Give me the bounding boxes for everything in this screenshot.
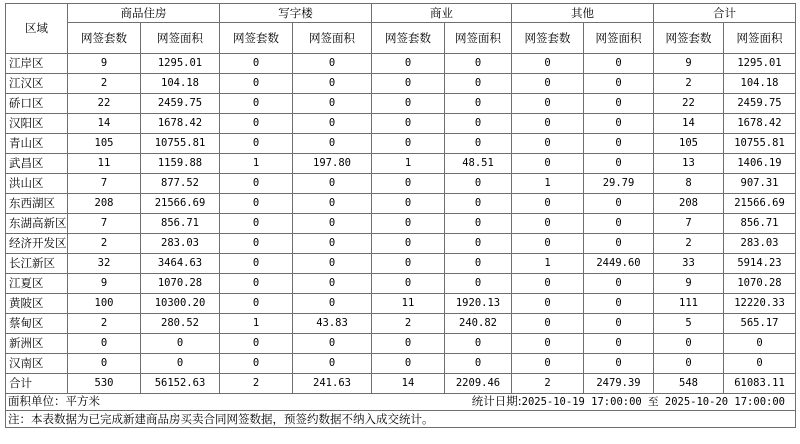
- area-cell: 1159.88: [141, 154, 220, 174]
- count-cell: 2: [654, 74, 724, 94]
- count-cell: 9: [654, 54, 724, 74]
- area-cell: 0: [584, 334, 654, 354]
- area-cell: 877.52: [141, 174, 220, 194]
- region-cell: 江夏区: [6, 274, 68, 294]
- area-cell: 10300.20: [141, 294, 220, 314]
- area-cell: 29.79: [584, 174, 654, 194]
- table-row: [6, 254, 796, 274]
- area-cell: 0: [445, 54, 512, 74]
- subheader-area: 网签面积: [141, 23, 220, 54]
- count-cell: 0: [220, 134, 293, 154]
- area-cell: 1678.42: [724, 114, 796, 134]
- area-cell: 1406.19: [724, 154, 796, 174]
- area-cell: 0: [445, 214, 512, 234]
- table-row: [6, 74, 796, 94]
- count-cell: 0: [512, 74, 584, 94]
- stat-date-label: 统计日期:: [471, 394, 522, 408]
- count-cell: 0: [372, 134, 445, 154]
- area-cell: 0: [584, 294, 654, 314]
- area-cell: 0: [584, 354, 654, 374]
- stat-date-value: 2025-10-19 17:00:00 至 2025-10-20 17:00:00: [521, 396, 785, 408]
- region-cell: 合计: [6, 374, 68, 394]
- table-row: [6, 174, 796, 194]
- group-header-other: 其他: [512, 4, 654, 23]
- count-cell: 11: [68, 154, 141, 174]
- count-cell: 0: [372, 354, 445, 374]
- area-cell: 0: [445, 194, 512, 214]
- area-cell: 0: [584, 274, 654, 294]
- count-cell: 0: [512, 234, 584, 254]
- footer-row-note: [6, 411, 796, 428]
- area-cell: 2479.39: [584, 374, 654, 394]
- region-cell: 东西湖区: [6, 194, 68, 214]
- count-cell: 0: [220, 234, 293, 254]
- count-cell: 0: [512, 94, 584, 114]
- area-cell: 0: [584, 214, 654, 234]
- area-cell: 2459.75: [724, 94, 796, 114]
- area-cell: 0: [293, 214, 372, 234]
- count-cell: 0: [372, 174, 445, 194]
- count-cell: 0: [512, 134, 584, 154]
- area-cell: 1070.28: [724, 274, 796, 294]
- area-cell: 0: [293, 294, 372, 314]
- count-cell: 530: [68, 374, 141, 394]
- count-cell: 0: [654, 354, 724, 374]
- area-cell: 0: [445, 134, 512, 154]
- count-cell: 0: [512, 334, 584, 354]
- count-cell: 0: [220, 354, 293, 374]
- count-cell: 105: [654, 134, 724, 154]
- count-cell: 1: [512, 254, 584, 274]
- area-cell: 0: [445, 254, 512, 274]
- area-cell: 0: [293, 54, 372, 74]
- count-cell: 33: [654, 254, 724, 274]
- region-cell: 东湖高新区: [6, 214, 68, 234]
- count-cell: 0: [512, 154, 584, 174]
- region-cell: 汉南区: [6, 354, 68, 374]
- area-cell: 0: [293, 94, 372, 114]
- region-cell: 新洲区: [6, 334, 68, 354]
- area-cell: 240.82: [445, 314, 512, 334]
- area-cell: 61083.11: [724, 374, 796, 394]
- table-row: [6, 214, 796, 234]
- count-cell: 0: [220, 114, 293, 134]
- count-cell: 0: [372, 194, 445, 214]
- count-cell: 0: [220, 254, 293, 274]
- count-cell: 1: [512, 174, 584, 194]
- count-cell: 14: [654, 114, 724, 134]
- count-cell: 9: [68, 54, 141, 74]
- count-cell: 0: [220, 334, 293, 354]
- count-cell: 0: [68, 334, 141, 354]
- stat-date: [472, 395, 785, 409]
- header-row-metrics: [6, 23, 796, 54]
- count-cell: 32: [68, 254, 141, 274]
- area-cell: 104.18: [141, 74, 220, 94]
- footer-note: 注：本表数据为已完成新建商品房买卖合同网签数据，预签约数据不纳入成交统计。: [6, 411, 796, 428]
- count-cell: 2: [220, 374, 293, 394]
- count-cell: 0: [372, 74, 445, 94]
- area-cell: 12220.33: [724, 294, 796, 314]
- area-cell: 565.17: [724, 314, 796, 334]
- count-cell: 0: [220, 274, 293, 294]
- subheader-count: 网签套数: [654, 23, 724, 54]
- area-cell: 2209.46: [445, 374, 512, 394]
- count-cell: 1: [220, 314, 293, 334]
- area-cell: 10755.81: [141, 134, 220, 154]
- count-cell: 0: [512, 214, 584, 234]
- count-cell: 0: [220, 94, 293, 114]
- area-cell: 0: [445, 114, 512, 134]
- area-cell: 1070.28: [141, 274, 220, 294]
- area-cell: 0: [724, 354, 796, 374]
- area-cell: 2459.75: [141, 94, 220, 114]
- count-cell: 0: [512, 314, 584, 334]
- count-cell: 0: [512, 294, 584, 314]
- count-cell: 2: [68, 314, 141, 334]
- table-row: [6, 274, 796, 294]
- area-cell: 0: [584, 314, 654, 334]
- count-cell: 0: [220, 174, 293, 194]
- area-cell: 1678.42: [141, 114, 220, 134]
- area-cell: 0: [445, 94, 512, 114]
- subheader-area: 网签面积: [445, 23, 512, 54]
- area-cell: 56152.63: [141, 374, 220, 394]
- region-cell: 经济开发区: [6, 234, 68, 254]
- area-cell: 0: [584, 234, 654, 254]
- count-cell: 208: [68, 194, 141, 214]
- area-cell: 0: [293, 254, 372, 274]
- area-cell: 48.51: [445, 154, 512, 174]
- count-cell: 0: [220, 294, 293, 314]
- area-cell: 0: [445, 74, 512, 94]
- count-cell: 22: [68, 94, 141, 114]
- area-cell: 5914.23: [724, 254, 796, 274]
- table-row: [6, 134, 796, 154]
- count-cell: 7: [68, 174, 141, 194]
- area-cell: 907.31: [724, 174, 796, 194]
- area-cell: 1295.01: [724, 54, 796, 74]
- count-cell: 105: [68, 134, 141, 154]
- table-row: [6, 114, 796, 134]
- area-cell: 0: [584, 134, 654, 154]
- region-cell: 洪山区: [6, 174, 68, 194]
- area-cell: 241.63: [293, 374, 372, 394]
- sales-table: [5, 3, 796, 428]
- area-cell: 197.80: [293, 154, 372, 174]
- area-cell: 0: [584, 74, 654, 94]
- count-cell: 22: [654, 94, 724, 114]
- header-row-groups: [6, 4, 796, 23]
- subheader-area: 网签面积: [584, 23, 654, 54]
- subheader-count: 网签套数: [68, 23, 141, 54]
- area-cell: 0: [293, 174, 372, 194]
- table-row: [6, 314, 796, 334]
- subheader-count: 网签套数: [220, 23, 293, 54]
- area-cell: 0: [293, 74, 372, 94]
- area-cell: 0: [445, 274, 512, 294]
- area-cell: 0: [584, 114, 654, 134]
- group-header-total: 合计: [654, 4, 796, 23]
- count-cell: 0: [654, 334, 724, 354]
- area-cell: 3464.63: [141, 254, 220, 274]
- group-header-office: 写字楼: [220, 4, 372, 23]
- count-cell: 111: [654, 294, 724, 314]
- count-cell: 0: [372, 214, 445, 234]
- area-cell: 21566.69: [724, 194, 796, 214]
- area-cell: 0: [445, 334, 512, 354]
- footer-row-unit: [6, 394, 796, 411]
- area-cell: 104.18: [724, 74, 796, 94]
- table-row: [6, 234, 796, 254]
- table-body: [6, 54, 796, 394]
- area-unit-label: 面积单位：平方米: [8, 394, 100, 408]
- area-cell: 856.71: [141, 214, 220, 234]
- region-cell: 蔡甸区: [6, 314, 68, 334]
- area-cell: 0: [445, 174, 512, 194]
- count-cell: 548: [654, 374, 724, 394]
- region-cell: 黄陂区: [6, 294, 68, 314]
- area-cell: 0: [293, 334, 372, 354]
- area-cell: 0: [293, 134, 372, 154]
- area-cell: 0: [584, 54, 654, 74]
- table-row: [6, 374, 796, 394]
- count-cell: 2: [372, 314, 445, 334]
- count-cell: 8: [654, 174, 724, 194]
- count-cell: 14: [68, 114, 141, 134]
- region-header: 区域: [6, 4, 68, 54]
- area-cell: 21566.69: [141, 194, 220, 214]
- count-cell: 5: [654, 314, 724, 334]
- area-cell: 280.52: [141, 314, 220, 334]
- table-row: [6, 194, 796, 214]
- count-cell: 0: [220, 74, 293, 94]
- region-cell: 长江新区: [6, 254, 68, 274]
- area-cell: 0: [141, 354, 220, 374]
- table-row: [6, 54, 796, 74]
- count-cell: 2: [68, 234, 141, 254]
- count-cell: 0: [372, 54, 445, 74]
- area-cell: 0: [141, 334, 220, 354]
- subheader-area: 网签面积: [724, 23, 796, 54]
- region-cell: 武昌区: [6, 154, 68, 174]
- count-cell: 9: [654, 274, 724, 294]
- area-cell: 0: [724, 334, 796, 354]
- table-row: [6, 94, 796, 114]
- count-cell: 0: [372, 334, 445, 354]
- count-cell: 0: [220, 214, 293, 234]
- area-cell: 0: [293, 114, 372, 134]
- count-cell: 0: [372, 254, 445, 274]
- region-cell: 汉阳区: [6, 114, 68, 134]
- count-cell: 0: [372, 114, 445, 134]
- count-cell: 0: [372, 234, 445, 254]
- count-cell: 0: [512, 354, 584, 374]
- subheader-count: 网签套数: [372, 23, 445, 54]
- count-cell: 0: [512, 114, 584, 134]
- count-cell: 14: [372, 374, 445, 394]
- count-cell: 2: [68, 74, 141, 94]
- count-cell: 0: [512, 54, 584, 74]
- area-cell: 856.71: [724, 214, 796, 234]
- table-row: [6, 354, 796, 374]
- count-cell: 9: [68, 274, 141, 294]
- count-cell: 0: [372, 94, 445, 114]
- count-cell: 2: [512, 374, 584, 394]
- count-cell: 13: [654, 154, 724, 174]
- area-cell: 0: [445, 354, 512, 374]
- area-cell: 1295.01: [141, 54, 220, 74]
- count-cell: 7: [68, 214, 141, 234]
- count-cell: 208: [654, 194, 724, 214]
- group-header-commercial: 商业: [372, 4, 512, 23]
- count-cell: 0: [512, 194, 584, 214]
- region-cell: 江汉区: [6, 74, 68, 94]
- area-cell: 0: [293, 354, 372, 374]
- area-cell: 43.83: [293, 314, 372, 334]
- area-cell: 0: [584, 154, 654, 174]
- count-cell: 7: [654, 214, 724, 234]
- count-cell: 0: [372, 274, 445, 294]
- count-cell: 0: [512, 274, 584, 294]
- region-cell: 青山区: [6, 134, 68, 154]
- count-cell: 0: [68, 354, 141, 374]
- area-cell: 1920.13: [445, 294, 512, 314]
- table-row: [6, 154, 796, 174]
- area-cell: 0: [293, 194, 372, 214]
- table-row: [6, 294, 796, 314]
- count-cell: 1: [372, 154, 445, 174]
- area-cell: 2449.60: [584, 254, 654, 274]
- region-cell: 硚口区: [6, 94, 68, 114]
- area-cell: 283.03: [724, 234, 796, 254]
- area-cell: 0: [293, 234, 372, 254]
- count-cell: 0: [220, 194, 293, 214]
- footer-unit-cell: [6, 394, 796, 411]
- area-cell: 0: [584, 94, 654, 114]
- region-cell: 江岸区: [6, 54, 68, 74]
- area-cell: 0: [584, 194, 654, 214]
- area-cell: 10755.81: [724, 134, 796, 154]
- area-cell: 0: [445, 234, 512, 254]
- table-row: [6, 334, 796, 354]
- count-cell: 1: [220, 154, 293, 174]
- subheader-count: 网签套数: [512, 23, 584, 54]
- count-cell: 0: [220, 54, 293, 74]
- area-cell: 0: [293, 274, 372, 294]
- area-cell: 283.03: [141, 234, 220, 254]
- count-cell: 100: [68, 294, 141, 314]
- count-cell: 11: [372, 294, 445, 314]
- count-cell: 2: [654, 234, 724, 254]
- group-header-residential: 商品住房: [68, 4, 220, 23]
- subheader-area: 网签面积: [293, 23, 372, 54]
